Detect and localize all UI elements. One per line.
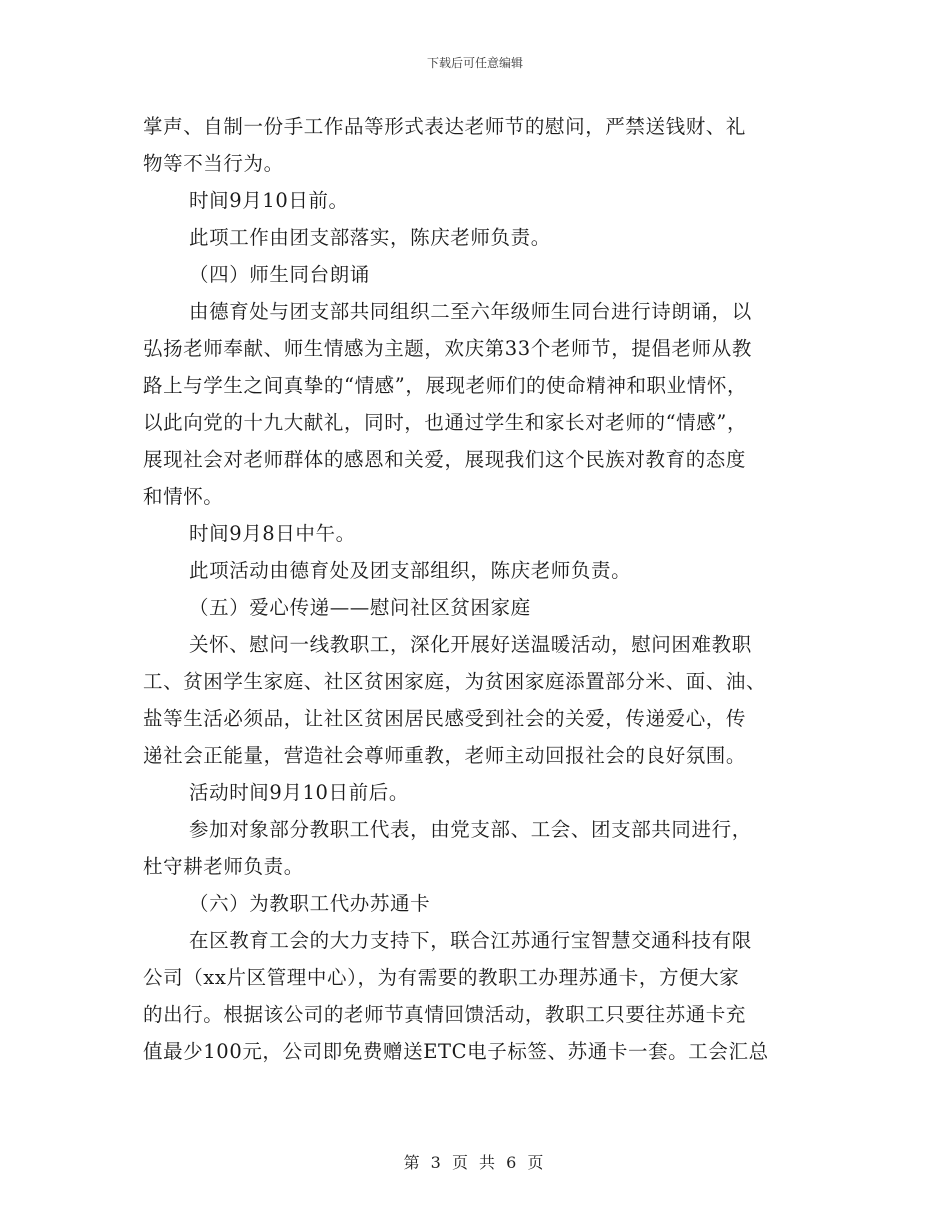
- text-line: 此项活动由德育处及团支部组织，陈庆老师负责。: [189, 559, 632, 582]
- text-line: 以此向党的十九大献礼，同时，也通过学生和家长对老师的“情感”，: [143, 411, 748, 434]
- text-line: 公司（xx片区管理中心），为有需要的教职工办理苏通卡，方便大家: [143, 966, 740, 989]
- text-line: 展现社会对老师群体的感恩和关爱，展现我们这个民族对教育的态度: [143, 448, 747, 471]
- text-line: 弘扬老师奉献、师生情感为主题，欢庆第33个老师节，提倡老师从教: [143, 337, 752, 360]
- text-line: 的出行。根据该公司的老师节真情回馈活动，教职工只要往苏通卡充: [143, 1003, 747, 1026]
- text-line: 由德育处与团支部共同组织二至六年级师生同台进行诗朗诵，以: [189, 300, 752, 323]
- text-line: 此项工作由团支部落实，陈庆老师负责。: [189, 226, 551, 249]
- text-line: 参加对象部分教职工代表，由党支部、工会、团支部共同进行，: [189, 818, 752, 841]
- page-header-note: 下载后可任意编辑: [426, 56, 523, 70]
- text-line: 掌声、自制一份手工作品等形式表达老师节的慰问，严禁送钱财、礼: [143, 115, 747, 138]
- page-number-footer: 第 3 页 共 6 页: [403, 1153, 547, 1172]
- text-line: 物等不当行为。: [143, 152, 284, 175]
- text-line: 路上与学生之间真挚的“情感”，展现老师们的使命精神和职业情怀，: [143, 374, 748, 397]
- text-line: （四）师生同台朗诵: [189, 263, 370, 286]
- text-line: 在区教育工会的大力支持下，联合江苏通行宝智慧交通科技有限: [189, 929, 752, 952]
- text-line: 盐等生活必须品，让社区贫困居民感受到社会的关爱，传递爱心，传: [143, 707, 747, 730]
- text-line: 活动时间9月10日前后。: [189, 781, 409, 804]
- text-line: 时间9月10日前。: [189, 189, 349, 212]
- text-line: 和情怀。: [143, 485, 224, 508]
- text-line: 递社会正能量，营造社会尊师重教，老师主动回报社会的良好氛围。: [143, 744, 747, 767]
- text-line: 关怀、慰问一线教职工，深化开展好送温暖活动，慰问困难教职: [189, 633, 752, 656]
- text-line: （五）爱心传递——慰问社区贫困家庭: [189, 596, 531, 619]
- text-line: 时间9月8日中午。: [189, 522, 356, 545]
- text-line: 值最少100元，公司即免费赠送ETC电子标签、苏通卡一套。工会汇总: [143, 1040, 769, 1063]
- document-body: [143, 108, 811, 1070]
- text-line: 杜守耕老师负责。: [143, 855, 304, 878]
- text-line: 工、贫困学生家庭、社区贫困家庭，为贫困家庭添置部分米、面、油、: [143, 670, 767, 693]
- text-line: （六）为教职工代办苏通卡: [189, 892, 431, 915]
